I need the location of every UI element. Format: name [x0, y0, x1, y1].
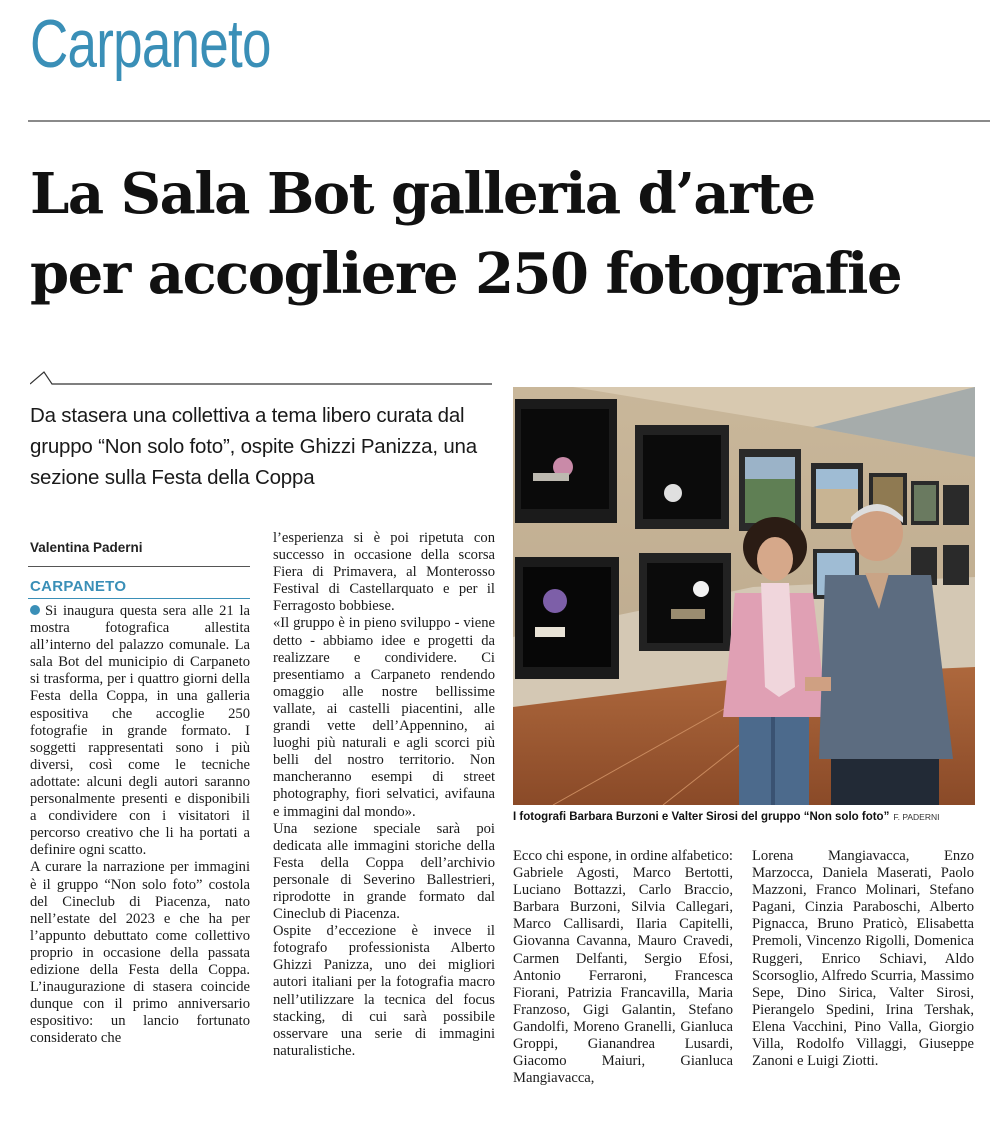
body-paragraph — [30, 603, 250, 859]
body-paragraph: Una sezione speciale sarà poi dedicata alle immagini storiche della Festa della Coppa dell’archivio personale di Severino Ballestrieri, riprodotte in grande formato dal Cineclub di Piacenza. — [273, 820, 495, 923]
body-column-2 — [273, 530, 495, 1060]
body-paragraph: Ecco chi espone, in ordine alfabetico: Gabriele Agosti, Marco Bertotti, Luciano Bottazzi, Carlo Braccio, Barbara Burzoni, Silvia Callegari, Marco Callisardi, Ilaria Capitelli, Giovanna Cavanna, Mauro Cravedi, Carmen Delfanti, Sergio Efosi, Antonio Ferraroni, Francesca Fiorani, Patrizia Francavilla, Maria Franzoso, Gigi Galantin, Stefano Gandolfi, Moreno Granelli, Gianluca Groppi, Gianandrea Lusardi, Giacomo Maiuri, Gianluca Mangiavacca, — [513, 848, 733, 1087]
body-paragraph: «Il gruppo è in pieno sviluppo - viene detto - abbiamo idee e progetti da realizzare e condividere. Ci presentiamo a Carpaneto rendendo omaggio alle nostre bellissime vallate, ai castelli piacentini, alle grandi vette dell’Appennino, ai luoghi più naturali e agli scorci più belli del nostro territorio. Non mancheranno esempi di street photography, fiori selvatici, avifauna e immagini dal mondo». — [273, 615, 495, 820]
framed-photo — [911, 481, 939, 525]
bullet-dot-icon — [30, 605, 40, 615]
headline-line-1: La Sala Bot galleria d’arte — [30, 161, 815, 227]
body-paragraph: Lorena Mangiavacca, Enzo Marzocca, Daniela Maserati, Paolo Mazzoni, Franco Molinari, Stefano Pagani, Cinzia Paraboschi, Alberto Pignacca, Bruno Praticò, Elisabetta Premoli, Vincenzo Rigolli, Domenica Ruggeri, Enrico Schiavi, Aldo Scorsoglio, Alfredo Scurria, Massimo Sepe, Dino Sirica, Valter Sirosi, Pierangelo Spedini, Irina Tershak, Elena Vacchini, Pino Valla, Giorgio Villa, Rodolfo Villaggi, Giuseppe Zanoni e Luigi Ziotti. — [752, 848, 974, 1070]
caption-text: I fotografi Barbara Burzoni e Valter Sirosi del gruppo “Non solo foto” — [513, 811, 890, 823]
framed-photo — [943, 485, 969, 525]
framed-photo — [639, 553, 731, 651]
body-column-4 — [752, 848, 974, 1070]
framed-photo — [515, 557, 619, 679]
framed-photo — [635, 425, 729, 529]
section-title: Carpaneto — [30, 6, 271, 82]
byline-rule — [28, 566, 250, 567]
body-paragraph: Ospite d’eccezione è invece il fotografo professionista Alberto Ghizzi Panizza, uno dei migliori autori italiani per la fotografia macro nell’utilizzare la tecnica del focus stacking, di cui sarà possibile osservare una serie di immagini naturalistiche. — [273, 923, 495, 1059]
framed-photo — [515, 399, 617, 523]
body-column-1 — [30, 603, 250, 1047]
deck-ornament-rule — [30, 368, 492, 390]
deck-summary: Da stasera una collettiva a tema libero curata dal gruppo “Non solo foto”, ospite Ghizzi Panizza, una sezione sulla Festa della Coppa — [30, 404, 477, 489]
section-divider — [28, 120, 990, 122]
gallery-photo-illustration — [513, 387, 975, 805]
body-text: Si inaugura questa sera alle 21 la mostra fotografica allestita all’interno del palazzo comunale. La sala Bot del municipio di Carpaneto si trasforma, per i quattro giorni della Festa della Coppa, in una galleria espositiva che accoglie 250 fotografie in grande formato. I soggetti rappresentati sono i più diversi, così come le tecniche adottate: alcuni degli autori saranno personalmente presenti e disponibili a condividere con i visitatori il percorso creativo che li ha portati a definire ogni scatto. — [30, 603, 250, 859]
dateline: CARPANETO — [30, 578, 127, 595]
body-paragraph: A curare la narrazione per immagini è il gruppo “Non solo foto” costola del Cineclub di Piacenza, nato nell’estate del 2023 e che ha per l’appunto debuttato come collettivo proprio in occasione della passata edizione della Festa della Coppa. L’inaugurazione di stasera coincide dunque con il primo anniversario espositivo: un lancio fortunato considerato che — [30, 859, 250, 1047]
byline-author: Valentina Paderni — [30, 540, 143, 555]
body-paragraph: l’esperienza si è poi ripetuta con successo in occasione della scorsa Fiera di Primavera, al Monterosso Festival di Castellarquato e per il Ferragosto bobbiese. — [273, 530, 495, 615]
body-column-3 — [513, 848, 733, 1087]
photo-credit: F. PADERNI — [893, 812, 940, 822]
article-photo — [513, 387, 975, 805]
photo-caption — [513, 811, 939, 823]
headline-line-2: per accogliere 250 fotografie — [30, 241, 902, 307]
dateline-rule — [28, 598, 250, 599]
